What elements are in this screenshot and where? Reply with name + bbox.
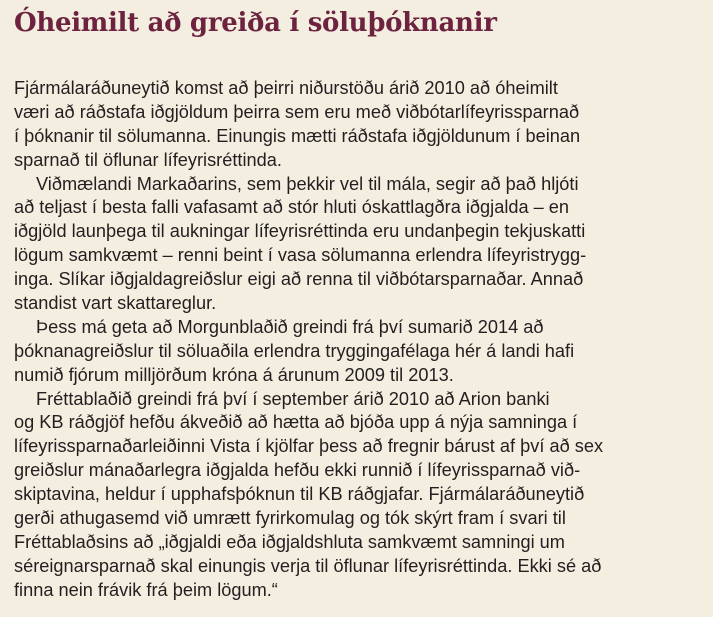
paragraph-2-line-3: iðgjöld launþega til aukningar lífeyrisréttinda eru undanþegin tekjuskatti [14, 221, 586, 242]
paragraph-4-line-5: skiptavina, heldur í upphafsþóknun til KB ráðgjafar. Fjármálaráðuneytið [14, 484, 585, 505]
paragraph-2-line-1: Viðmælandi Markaðarins, sem þekkir vel til mála, segir að það hljóti [36, 173, 579, 194]
paragraph-4-line-2: og KB ráðgjöf hefðu ákveðið að hætta að bjóða upp á nýja samninga í [14, 412, 578, 433]
paragraph-4-line-1: Fréttablaðið greindi frá því í september árið 2010 að Arion banki [36, 388, 550, 409]
paragraph-2-line-4: lögum samkvæmt – renni beint í vasa sölumanna erlendra lífeyristrygg- [14, 245, 587, 266]
paragraph-3-line-1: Þess má geta að Morgunblaðið greindi frá því sumarið 2014 að [36, 316, 544, 337]
paragraph-2-line-6: standist vart skattareglur. [14, 293, 217, 314]
paragraph-3-line-2: þóknanagreiðslur til söluaðila erlendra tryggingafélaga hér á landi hafi [14, 340, 575, 361]
paragraph-2-line-2: að teljast í besta falli vafasamt að stór hluti óskattlagðra iðgjalda – en [14, 197, 570, 218]
paragraph-4-line-9: finna nein frávik frá þeim lögum.“ [14, 579, 278, 600]
paragraph-4-line-3: lífeyrissparnaðarleiðinni Vista í kjölfar þess að fregnir bárust af því að sex [14, 436, 604, 457]
paragraph-4-line-8: séreignarsparnað skal einungis verja til öflunar lífeyrisréttinda. Ekki sé að [14, 555, 602, 576]
paragraph-4-line-7: Fréttablaðsins að „iðgjaldi eða iðgjaldshluta samkvæmt samningi um [14, 531, 565, 552]
paragraph-4-line-4: greiðslur mánaðarlegra iðgjalda hefðu ekki runnið í lífeyrissparnað við- [14, 460, 581, 481]
paragraph-3-line-3: numið fjórum milljörðum króna á árunum 2009 til 2013. [14, 364, 454, 385]
paragraph-1-line-4: sparnað til öflunar lífeyrisréttinda. [14, 149, 282, 170]
paragraph-1-line-1: Fjármálaráðuneytið komst að þeirri niðurstöðu árið 2010 að óheimilt [14, 78, 558, 98]
paragraph-1-line-2: væri að ráðstafa iðgjöldum þeirra sem eru með viðbótarlífeyrissparnað [14, 101, 580, 122]
paragraph-4-line-6: gerði athugasemd við umrætt fyrirkomulag og tók skýrt fram í svari til [14, 508, 566, 529]
article-title: Óheimilt að greiða í söluþóknanir [14, 8, 497, 38]
article-body [14, 77, 704, 603]
paragraph-2-line-5: inga. Slíkar iðgjaldagreiðslur eigi að renna til viðbótarsparnaðar. Annað [14, 269, 584, 290]
paragraph-1-line-3: í þóknanir til sölumanna. Einungis mætti ráðstafa iðgjöldunum í beinan [14, 125, 581, 146]
